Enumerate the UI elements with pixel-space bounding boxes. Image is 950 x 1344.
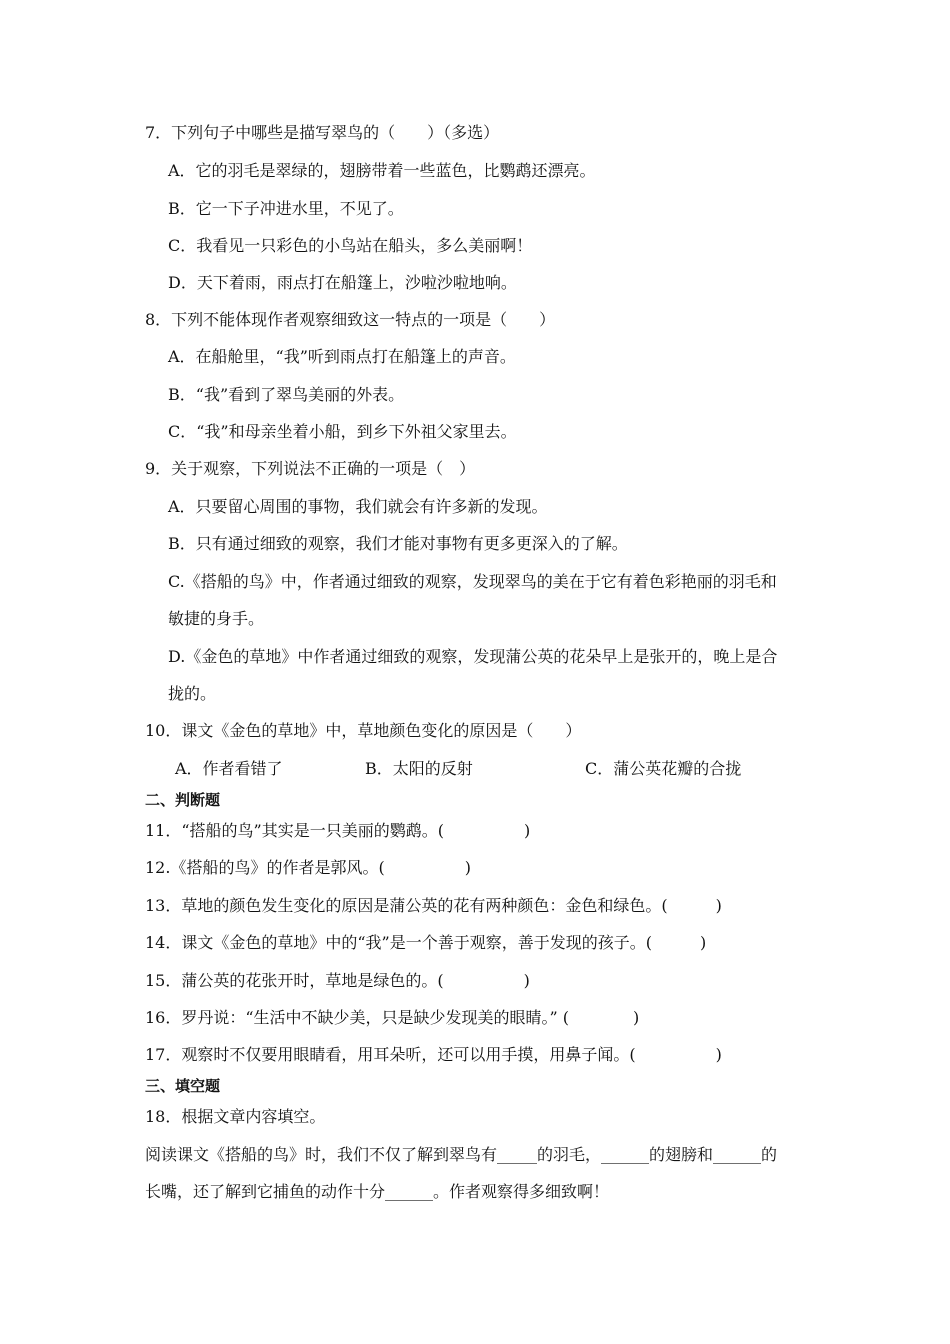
fill-blank-paragraph-line2: 长嘴，还了解到它捕鱼的动作十分______。作者观察得多细致啊！ (145, 1182, 610, 1201)
judge-item-16: 16．罗丹说：“生活中不缺少美，只是缺少发现美的眼睛。” ( ) (145, 1008, 640, 1027)
question-9-option-c-line1: C.《搭船的鸟》中，作者通过细致的观察，发现翠鸟的美在于它有着色彩艳丽的羽毛和 (168, 572, 777, 591)
judge-item-17: 17．观察时不仅要用眼睛看，用耳朵听，还可以用手摸，用鼻子闻。( ) (145, 1045, 722, 1064)
judge-item-14: 14．课文《金色的草地》中的“我”是一个善于观察，善于发现的孩子。( ) (145, 933, 707, 952)
question-8-option-c: C．“我”和母亲坐着小船，到乡下外祖父家里去。 (168, 422, 517, 441)
question-9-option-d-line1: D.《金色的草地》中作者通过细致的观察，发现蒲公英的花朵早上是张开的，晚上是合 (168, 647, 778, 666)
judge-item-12: 12.《搭船的鸟》的作者是郭风。( ) (145, 858, 471, 877)
question-7-stem: 7．下列句子中哪些是描写翠鸟的（ ）（多选） (145, 123, 500, 142)
question-10-stem: 10．课文《金色的草地》中，草地颜色变化的原因是（ ） (145, 721, 582, 740)
question-8-option-b: B．“我”看到了翠鸟美丽的外表。 (168, 385, 405, 404)
judge-item-15: 15．蒲公英的花张开时，草地是绿色的。( ) (145, 971, 530, 990)
section-3-title: 三、填空题 (145, 1077, 221, 1095)
question-8-stem: 8．下列不能体现作者观察细致这一特点的一项是（ ） (145, 310, 556, 329)
question-9-option-a: A．只要留心周围的事物，我们就会有许多新的发现。 (168, 497, 548, 516)
section-2-title: 二、判断题 (145, 791, 221, 809)
question-9-option-d-line2: 拢的。 (168, 684, 217, 703)
question-18-stem: 18．根据文章内容填空。 (145, 1107, 326, 1126)
question-7-option-b: B．它一下子冲进水里，不见了。 (168, 199, 404, 218)
question-10-option-a: A．作者看错了 (175, 759, 283, 778)
fill-blank-paragraph-line1: 阅读课文《搭船的鸟》时，我们不仅了解到翠鸟有_____的羽毛，______的翅膀和______的 (145, 1145, 778, 1164)
question-10-option-c: C．蒲公英花瓣的合拢 (585, 759, 742, 778)
question-8-option-a: A．在船舱里，“我”听到雨点打在船篷上的声音。 (168, 347, 516, 366)
judge-item-13: 13．草地的颜色发生变化的原因是蒲公英的花有两种颜色：金色和绿色。( ) (145, 896, 722, 915)
question-10-option-b: B．太阳的反射 (365, 759, 473, 778)
question-7-option-d: D．天下着雨，雨点打在船篷上，沙啦沙啦地响。 (168, 273, 517, 292)
question-9-option-c-line2: 敏捷的身手。 (168, 609, 265, 628)
question-7-option-a: A．它的羽毛是翠绿的，翅膀带着一些蓝色，比鹦鹉还漂亮。 (168, 161, 596, 180)
question-9-option-b: B．只有通过细致的观察，我们才能对事物有更多更深入的了解。 (168, 534, 628, 553)
question-9-stem: 9．关于观察，下列说法不正确的一项是（ ） (145, 459, 476, 478)
question-7-option-c: C．我看见一只彩色的小鸟站在船头，多么美丽啊！ (168, 236, 533, 255)
judge-item-11: 11．“搭船的鸟”其实是一只美丽的鹦鹉。( ) (145, 821, 531, 840)
